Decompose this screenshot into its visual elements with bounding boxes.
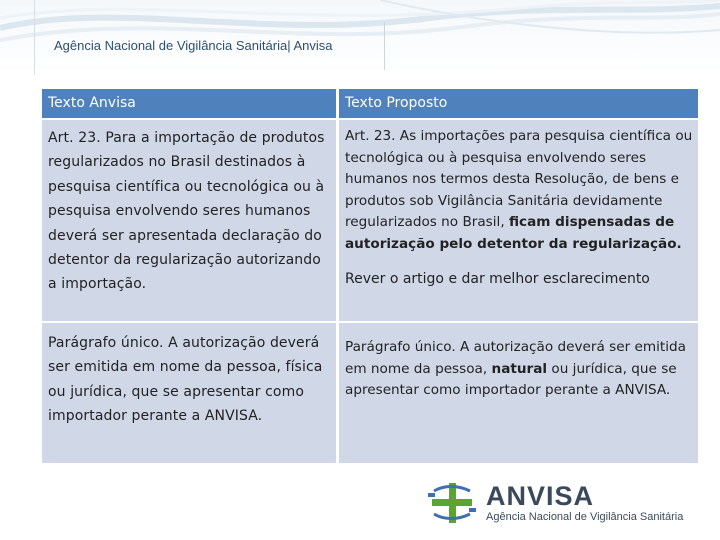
header-title: Agência Nacional de Vigilância Sanitária| Anvisa xyxy=(54,38,333,53)
anvisa-emblem-icon xyxy=(428,481,476,525)
column-header-anvisa: Texto Anvisa xyxy=(42,89,336,118)
column-header-proposto: Texto Proposto xyxy=(339,89,698,118)
cell-proposto-paragrafo xyxy=(339,323,698,463)
proposto-art23-bold: ficam dispensadas de autorização pelo detentor da regularização. xyxy=(345,214,682,252)
logo-wordmark: ANVISA xyxy=(486,481,595,511)
cell-anvisa-art23 xyxy=(42,120,336,321)
anvisa-art23-text: Art. 23. Para a importação de produtos regularizados no Brasil destinados à pesquisa científica ou tecnológica ou à pesquisa envolvendo seres humanos deverá ser apresentada declaração do detentor da regularização autorizando a importação. xyxy=(48,130,325,293)
anvisa-logo xyxy=(428,478,688,528)
proposto-paragrafo-bold: natural xyxy=(491,360,548,377)
cell-anvisa-paragrafo xyxy=(42,323,336,463)
logo-subtitle: Agência Nacional de Vigilância Sanitária xyxy=(486,511,684,523)
comparison-table xyxy=(42,89,698,463)
cell-proposto-art23 xyxy=(339,120,698,321)
page-header xyxy=(0,0,720,75)
proposto-art23-note: Rever o artigo e dar melhor esclarecimento xyxy=(345,271,650,287)
proposto-paragrafo-after: ou jurídica, que se apresentar como importador perante a ANVISA. xyxy=(345,360,677,398)
proposto-art23-text xyxy=(345,126,694,255)
anvisa-paragrafo-text: Parágrafo único. A autorização deverá ser emitida em nome da pessoa, física ou jurídica, que se apresentar como importador perante a ANVISA. xyxy=(48,335,323,425)
proposto-paragrafo-before: Parágrafo único. A autorização deverá ser emitida em nome da pessoa, xyxy=(345,339,686,377)
header-divider-left xyxy=(34,0,35,75)
header-divider xyxy=(384,22,385,70)
proposto-paragrafo-text xyxy=(345,337,694,402)
proposto-art23-plain: Art. 23. As importações para pesquisa científica ou tecnológica ou à pesquisa envolvendo seres humanos nos termos desta Resolução, de bens e produtos sob Vigilância Sanitária devidamente regularizados no Brasil, xyxy=(345,128,693,230)
